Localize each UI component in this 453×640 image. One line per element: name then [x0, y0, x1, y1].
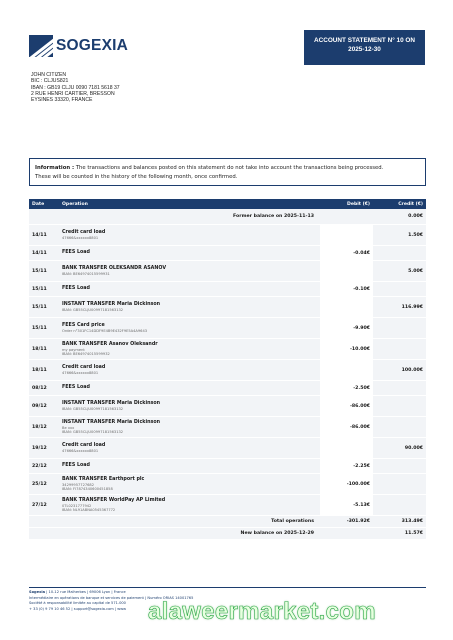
table-header	[29, 199, 426, 209]
operation-title: FEES Card price	[62, 322, 105, 328]
row-date: 25/12	[29, 474, 59, 494]
operation-title: Credit card load	[62, 442, 106, 448]
row-debit: -10.00€	[320, 339, 373, 359]
row-date: 22/12	[29, 459, 59, 473]
operation-title: INSTANT TRANSFER Maria Dickinson	[62, 400, 161, 406]
row-operation	[59, 438, 320, 458]
statement-date: 2025-12-30	[348, 45, 381, 53]
row-debit	[320, 360, 373, 380]
footer-divider	[29, 587, 426, 588]
row-date: 15/11	[29, 318, 59, 338]
row-credit	[373, 246, 426, 260]
row-date: 15/11	[29, 282, 59, 296]
watermark-text: alaweermarket.com	[148, 598, 376, 625]
operation-detail-2: IBAN: NL91ABNA0545367772	[62, 508, 116, 512]
new-balance-credit: 11.57€	[373, 528, 426, 539]
row-debit: -5.13€	[320, 495, 373, 515]
table-row	[29, 225, 426, 246]
row-credit: 116.99€	[373, 297, 426, 317]
information-label: Information :	[35, 165, 75, 171]
row-date: 15/11	[29, 261, 59, 281]
row-credit: 1.50€	[373, 225, 426, 245]
row-date: 09/12	[29, 396, 59, 416]
new-balance-row	[29, 528, 426, 540]
row-debit: -9.90€	[320, 318, 373, 338]
bank-logo	[29, 34, 128, 58]
customer-address	[31, 72, 120, 103]
row-credit: 5.00€	[373, 261, 426, 281]
row-debit: -2.25€	[320, 459, 373, 473]
operation-detail: 0TL0231777942	[62, 503, 92, 508]
row-date: 14/11	[29, 225, 59, 245]
row-debit	[320, 297, 373, 317]
row-operation	[59, 459, 320, 473]
operation-detail: 34299957727682	[62, 482, 95, 487]
operation-detail: 47666&xxxxxx8801	[62, 370, 99, 375]
row-operation	[59, 360, 320, 380]
row-date: 19/12	[29, 438, 59, 458]
customer-street: 2 RUE HENRI CARTIER, BRESSON	[31, 90, 115, 97]
row-date: 18/12	[29, 417, 59, 437]
operation-detail: Be xxx	[62, 425, 75, 430]
row-credit	[373, 474, 426, 494]
statement-title-box	[304, 30, 425, 65]
operation-title: Credit card load	[62, 364, 106, 370]
customer-city: EYSINES 33320, FRANCE	[31, 97, 93, 104]
row-operation	[59, 495, 320, 515]
table-row	[29, 438, 426, 459]
operation-title: BANK TRANSFER WorldPay AP Limited	[62, 497, 166, 503]
row-operation	[59, 474, 320, 494]
operation-title: FEES Load	[62, 286, 90, 291]
operation-title: FEES Load	[62, 385, 90, 390]
former-balance-row	[29, 209, 426, 225]
row-credit	[373, 459, 426, 473]
row-debit: -100.00€	[320, 474, 373, 494]
row-date: 27/12	[29, 495, 59, 515]
row-debit: -0.10€	[320, 282, 373, 296]
information-box	[29, 158, 426, 186]
total-credit: 313.49€	[373, 516, 426, 527]
former-balance-credit: 0.00€	[373, 209, 426, 224]
table-row	[29, 396, 426, 417]
customer-bic: BIC : CLJUS821	[31, 78, 69, 85]
operation-detail-2: IBAN: GB55CLJU00997181563132	[62, 430, 124, 434]
table-row	[29, 417, 426, 438]
row-credit	[373, 417, 426, 437]
statement-title: ACCOUNT STATEMENT N° 10 ON	[313, 37, 416, 44]
table-row	[29, 297, 426, 318]
row-operation	[59, 339, 320, 359]
header-date: Date	[32, 201, 45, 207]
information-line-1: The transactions and balances posted on this statement do not take into account the transactions being processed.	[75, 165, 384, 171]
operation-detail: IBAN: BE64974015599931	[62, 271, 110, 276]
footer-contact: + 33 (0) 9 79 10 46 52 | support@sogexia.com | www	[29, 606, 127, 611]
header-operation: Operation	[62, 201, 88, 207]
footer-orias: Intermédiaire en opérations de banque et services de paiement | Numéro ORIAS 14001765	[29, 595, 194, 600]
customer-iban: IBAN : GB19 CLJU 0090 7181 5618 37	[31, 84, 120, 91]
table-row	[29, 360, 426, 381]
row-debit	[320, 438, 373, 458]
operation-detail-2: IBAN: BE64974015599932	[62, 352, 110, 356]
operation-detail: IBAN: GB55CLJU00997181563132	[62, 406, 124, 411]
row-date: 08/12	[29, 381, 59, 395]
row-date: 15/11	[29, 297, 59, 317]
row-operation	[59, 297, 320, 317]
transactions-table	[29, 199, 426, 540]
table-row	[29, 318, 426, 339]
row-credit	[373, 495, 426, 515]
bank-name: SOGEXIA	[56, 37, 129, 54]
row-credit: 100.00€	[373, 360, 426, 380]
row-debit	[320, 225, 373, 245]
table-row	[29, 474, 426, 495]
table-row	[29, 495, 426, 516]
operation-title: Credit card load	[62, 229, 106, 235]
total-row	[29, 516, 426, 528]
table-row	[29, 261, 426, 282]
information-line-2: These will be counted in the history of the following month, once confirmed.	[35, 174, 238, 180]
operation-detail: IBAN: GB55CLJU00997181563132	[62, 307, 124, 312]
table-row	[29, 339, 426, 360]
operation-title: FEES Load	[62, 463, 90, 468]
table-row	[29, 282, 426, 297]
header-debit: Debit (€)	[347, 201, 370, 207]
footer-address: | 10-12 rue Malherbes | 69006 Lyon | France	[45, 590, 126, 594]
row-credit	[373, 396, 426, 416]
row-operation	[59, 225, 320, 245]
row-operation	[59, 381, 320, 395]
customer-name: JOHN CITIZEN	[31, 72, 67, 78]
logo-mark-icon	[29, 35, 53, 57]
operation-title: BANK TRANSFER Earthport plc	[62, 476, 145, 482]
footer-capital: Société à responsabilité limitée au capital de 571.000	[29, 601, 126, 606]
row-credit	[373, 381, 426, 395]
operation-title: BANK TRANSFER OLEKSANDR ASANOV	[62, 265, 167, 271]
table-row	[29, 381, 426, 396]
footer-company: Sogexia	[29, 590, 46, 594]
row-operation	[59, 261, 320, 281]
row-operation	[59, 246, 320, 260]
former-balance-label: Former balance on 2025-11-13	[59, 209, 320, 224]
row-date: 18/11	[29, 339, 59, 359]
operation-detail: 47666&xxxxxx8801	[62, 448, 99, 453]
total-label: Total operations	[59, 516, 320, 527]
total-debit: -301.92€	[320, 516, 373, 527]
operation-title: FEES Load	[62, 250, 90, 255]
header-credit: Credit (€)	[398, 201, 423, 207]
row-debit: -2.50€	[320, 381, 373, 395]
operation-title: BANK TRANSFER Asanov Oleksandr	[62, 341, 158, 347]
table-row	[29, 459, 426, 474]
row-date: 18/11	[29, 360, 59, 380]
table-row	[29, 246, 426, 261]
row-debit: -86.00€	[320, 396, 373, 416]
operation-title: INSTANT TRANSFER Maria Dickinson	[62, 301, 161, 307]
operation-detail: my payment	[62, 347, 85, 352]
row-debit: -86.00€	[320, 417, 373, 437]
row-operation	[59, 417, 320, 437]
row-credit: 90.00€	[373, 438, 426, 458]
new-balance-label: New balance on 2025-12-29	[59, 528, 320, 539]
operation-detail-2: IBAN: FI7874340600451858	[62, 487, 113, 491]
row-credit	[373, 318, 426, 338]
row-credit	[373, 282, 426, 296]
row-operation	[59, 318, 320, 338]
row-debit	[320, 261, 373, 281]
operation-title: INSTANT TRANSFER Maria Dickinson	[62, 419, 161, 425]
row-debit: -0.04€	[320, 246, 373, 260]
row-operation	[59, 282, 320, 296]
row-operation	[59, 396, 320, 416]
operation-detail: Order n°301FC14DDF9E4B9E432F9E5A4A9643	[62, 328, 148, 333]
row-date: 14/11	[29, 246, 59, 260]
operation-detail: 47666&xxxxxx8801	[62, 235, 99, 240]
row-credit	[373, 339, 426, 359]
